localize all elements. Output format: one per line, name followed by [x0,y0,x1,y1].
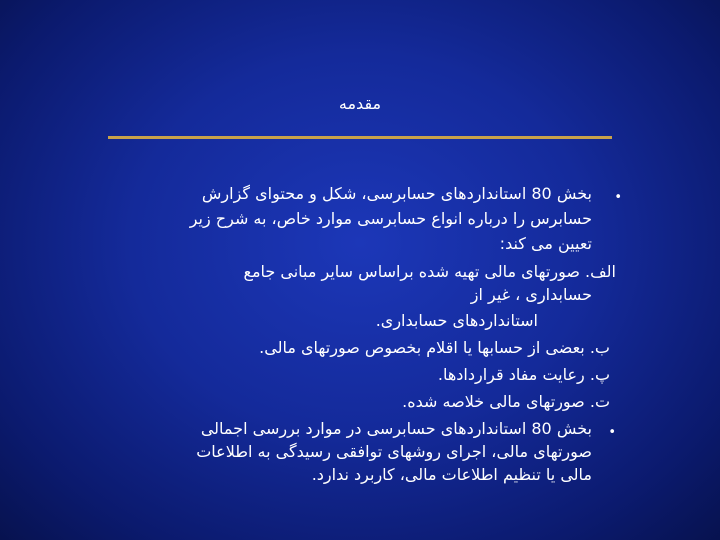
item-alef-line2: حسابداری ، غیر از [470,285,592,304]
slide-title: مقدمه [338,94,382,113]
item-alef-line1: الف. صورتهای مالی تهیه شده براساس سایر مبانی جامع [243,262,616,281]
paragraph2-line3: مالی یا تنظیم اطلاعات مالی، کاربرد ندارد. [311,465,592,484]
bullet-icon: • [614,190,622,205]
item-te: ت. صورتهای مالی خلاصه شده. [402,392,610,411]
item-be: ب. بعضی از حسابها یا اقلام بخصوص صورتهای مالی. [259,338,610,357]
paragraph1-line2: حسابرس را درباره انواع حسابرسی موارد خاص، به شرح زیر [189,209,592,228]
paragraph1-line1: بخش 80 استانداردهای حسابرسی، شکل و محتوای گزارش [201,184,592,203]
paragraph2-line1: بخش 80 استانداردهای حسابرسی در موارد بررسی اجمالی [200,419,592,438]
item-pe: پ. رعایت مفاد قراردادها. [437,365,610,384]
bullet-icon: • [608,425,616,440]
paragraph2-line2: صورتهای مالی، اجرای روشهای توافقی رسیدگی به اطلاعات [196,442,592,461]
paragraph1-line3: تعیین می کند: [499,234,592,253]
item-alef-continuation: استانداردهای حسابداری. [375,311,538,330]
